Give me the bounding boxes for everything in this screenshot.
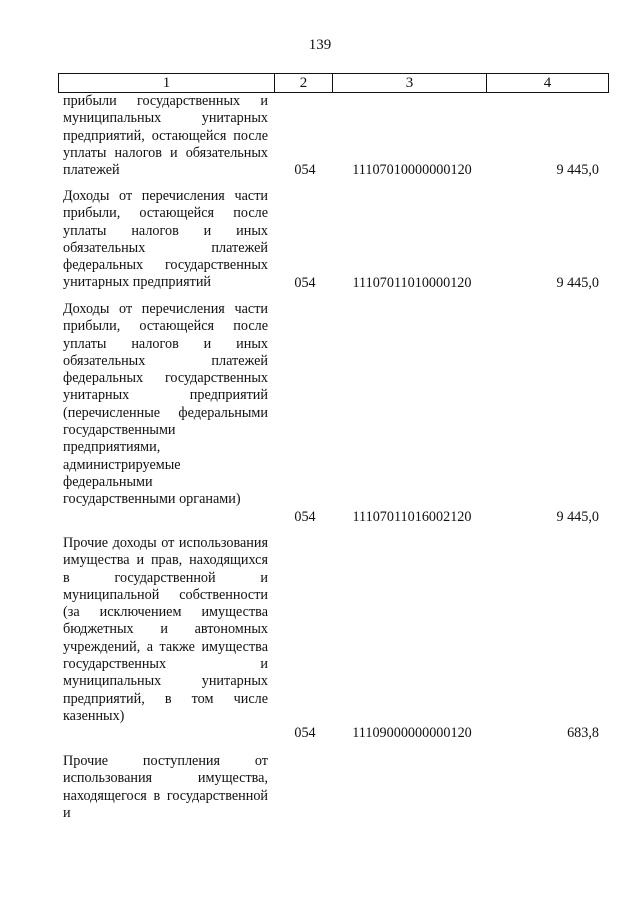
row-description: Прочие доходы от использования имущества и прав, находящихся в государственной и муниципальной собственности (за исключением имущества бюджетных и автономных учреждений, а также имущества государственных и муниципальных унитарных предприятий, в том числе казенных)	[63, 535, 268, 724]
row-amount: 683,8	[567, 725, 599, 741]
column-header-3: 3	[333, 74, 487, 93]
row-admin-code: 054	[294, 162, 316, 178]
row-budget-code: 11107011016002120	[352, 509, 472, 525]
row-description: Доходы от перечисления части прибыли, остающейся после уплаты налогов и иных обязательных платежей федеральных государственных унитарных предприятий	[63, 188, 268, 291]
column-header-1: 1	[59, 74, 275, 93]
row-budget-code: 11109000000000120	[352, 725, 472, 741]
row-admin-code: 054	[294, 725, 316, 741]
row-budget-code: 11107011010000120	[352, 275, 472, 291]
row-amount: 9 445,0	[556, 162, 599, 178]
row-budget-code: 11107010000000120	[352, 162, 472, 178]
column-header-4: 4	[487, 74, 609, 93]
row-admin-code: 054	[294, 275, 316, 291]
column-header-table	[58, 73, 609, 93]
column-header-row	[59, 74, 609, 93]
row-amount: 9 445,0	[556, 509, 599, 525]
row-amount: 9 445,0	[556, 275, 599, 291]
row-admin-code: 054	[294, 509, 316, 525]
column-header-2: 2	[275, 74, 333, 93]
row-description: прибыли государственных и муниципальных унитарных предприятий, остающейся после уплаты налогов и обязательных платежей	[63, 93, 268, 179]
row-description: Прочие поступления от использования имущества, находящегося в государственной и	[63, 753, 268, 821]
page-number: 139	[308, 37, 332, 53]
row-description: Доходы от перечисления части прибыли, остающейся после уплаты налогов и иных обязательных платежей федеральных государственных унитарных предприятий (перечисленные федеральными государственными предприятиями, администрируемые федеральными государственными органами)	[63, 301, 268, 508]
